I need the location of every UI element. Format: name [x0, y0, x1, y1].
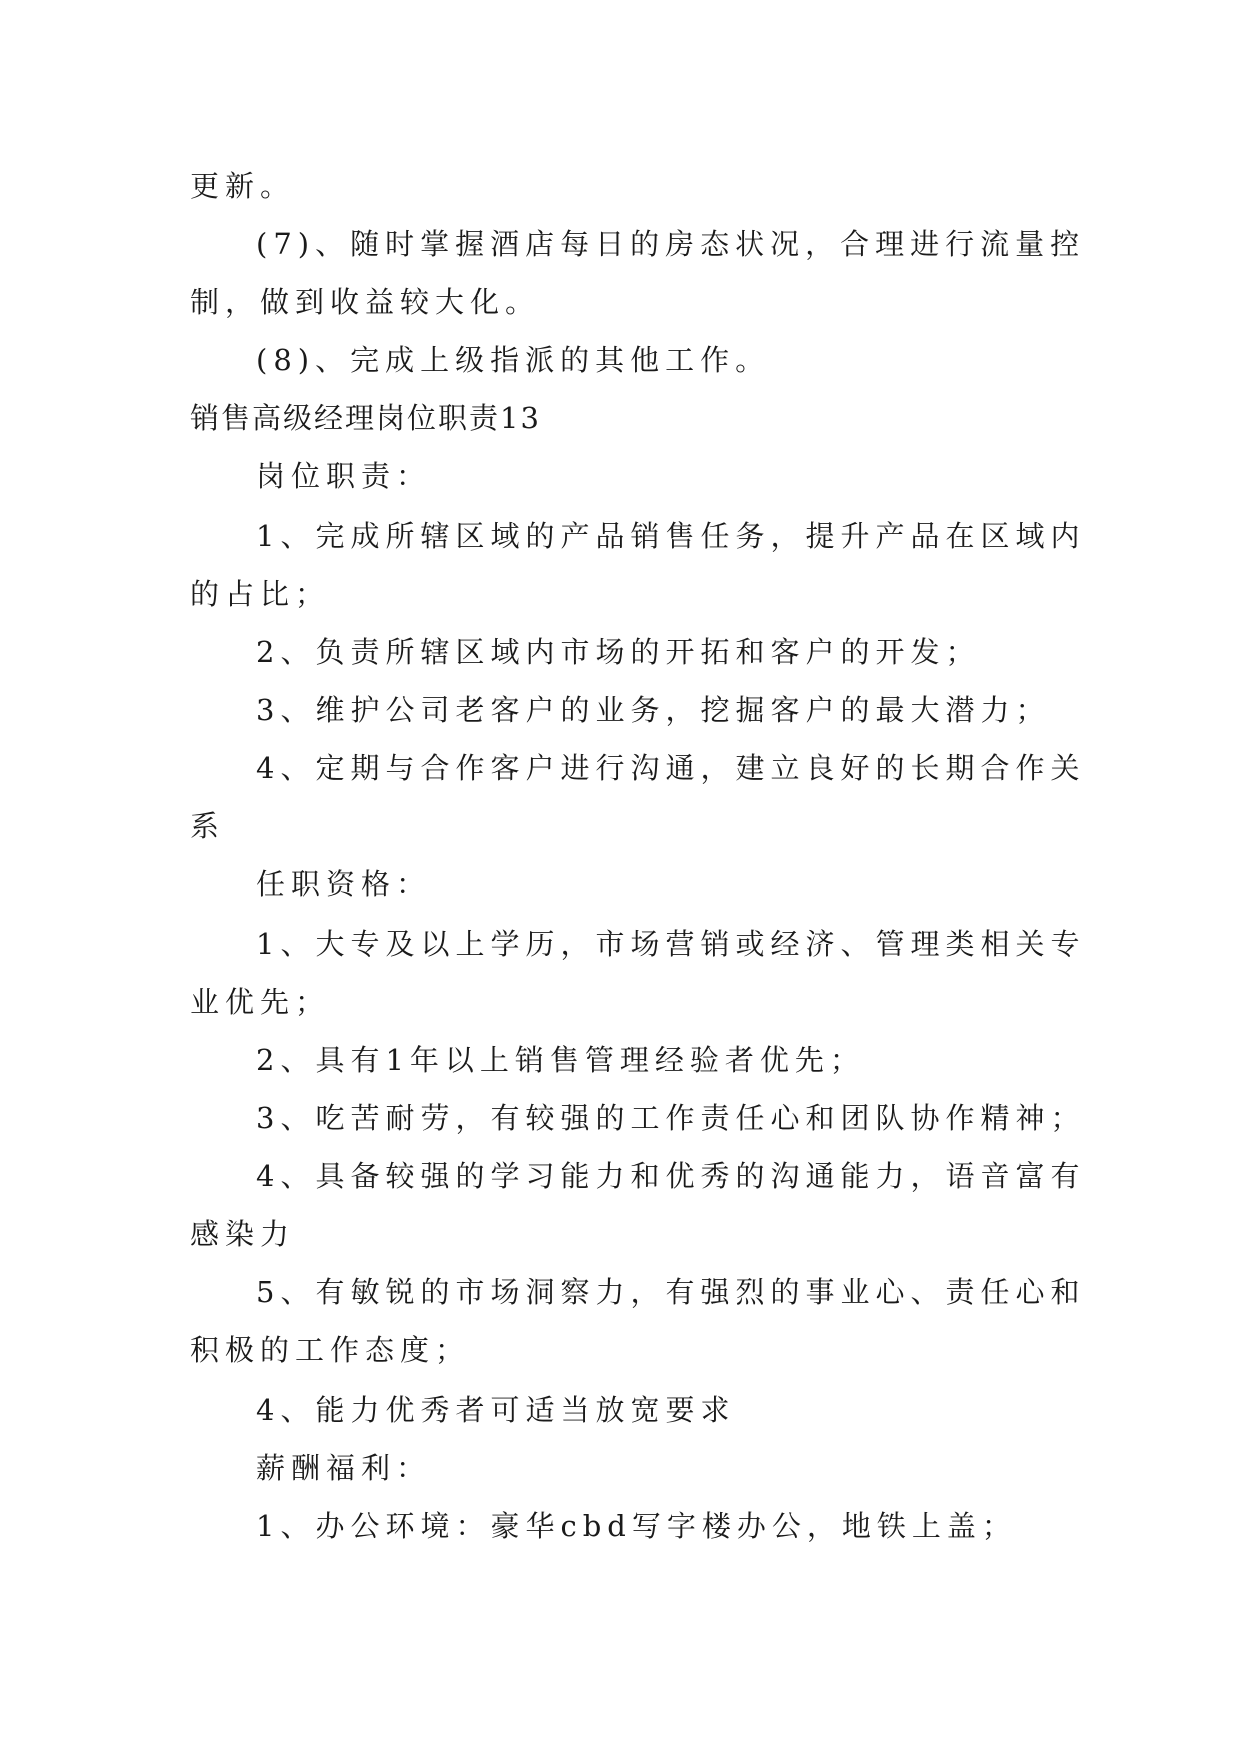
paragraph-line: 制，做到收益较大化。 [190, 285, 541, 319]
paragraph-line: 5、有敏锐的市场洞察力，有强烈的事业心、责任心和 [256, 1275, 1086, 1309]
paragraph-line: 1、大专及以上学历，市场营销或经济、管理类相关专 [256, 927, 1086, 961]
paragraph-line: 1、完成所辖区域的产品销售任务，提升产品在区域内 [256, 519, 1086, 553]
paragraph-line: (7)、随时掌握酒店每日的房态状况，合理进行流量控 [256, 227, 1086, 261]
paragraph-line: (8)、完成上级指派的其他工作。 [256, 343, 771, 377]
paragraph-line: 感染力 [190, 1217, 296, 1251]
paragraph-line: 系 [190, 809, 226, 843]
paragraph-line: 4、能力优秀者可适当放宽要求 [256, 1393, 736, 1427]
paragraph-line: 2、具有1年以上销售管理经验者优先； [256, 1043, 865, 1077]
paragraph-line: 更新。 [190, 169, 296, 203]
paragraph-line: 的占比； [190, 577, 331, 611]
paragraph-line: 4、具备较强的学习能力和优秀的沟通能力，语音富有 [256, 1159, 1086, 1193]
paragraph-line: 业优先； [190, 985, 331, 1019]
paragraph-line: 4、定期与合作客户进行沟通，建立良好的长期合作关 [256, 751, 1086, 785]
paragraph-line: 3、吃苦耐劳，有较强的工作责任心和团队协作精神； [256, 1101, 1086, 1135]
paragraph-line: 2、负责所辖区域内市场的开拓和客户的开发； [256, 635, 981, 669]
paragraph-line: 1、办公环境：豪华cbd写字楼办公，地铁上盖； [256, 1509, 1017, 1543]
subsection-heading: 薪酬福利： [256, 1451, 432, 1485]
paragraph-line: 积极的工作态度； [190, 1333, 471, 1367]
section-heading: 销售高级经理岗位职责13 [190, 401, 541, 435]
paragraph-line: 3、维护公司老客户的业务，挖掘客户的最大潜力； [256, 693, 1051, 727]
subsection-heading: 岗位职责： [256, 459, 432, 493]
subsection-heading: 任职资格： [256, 867, 432, 901]
